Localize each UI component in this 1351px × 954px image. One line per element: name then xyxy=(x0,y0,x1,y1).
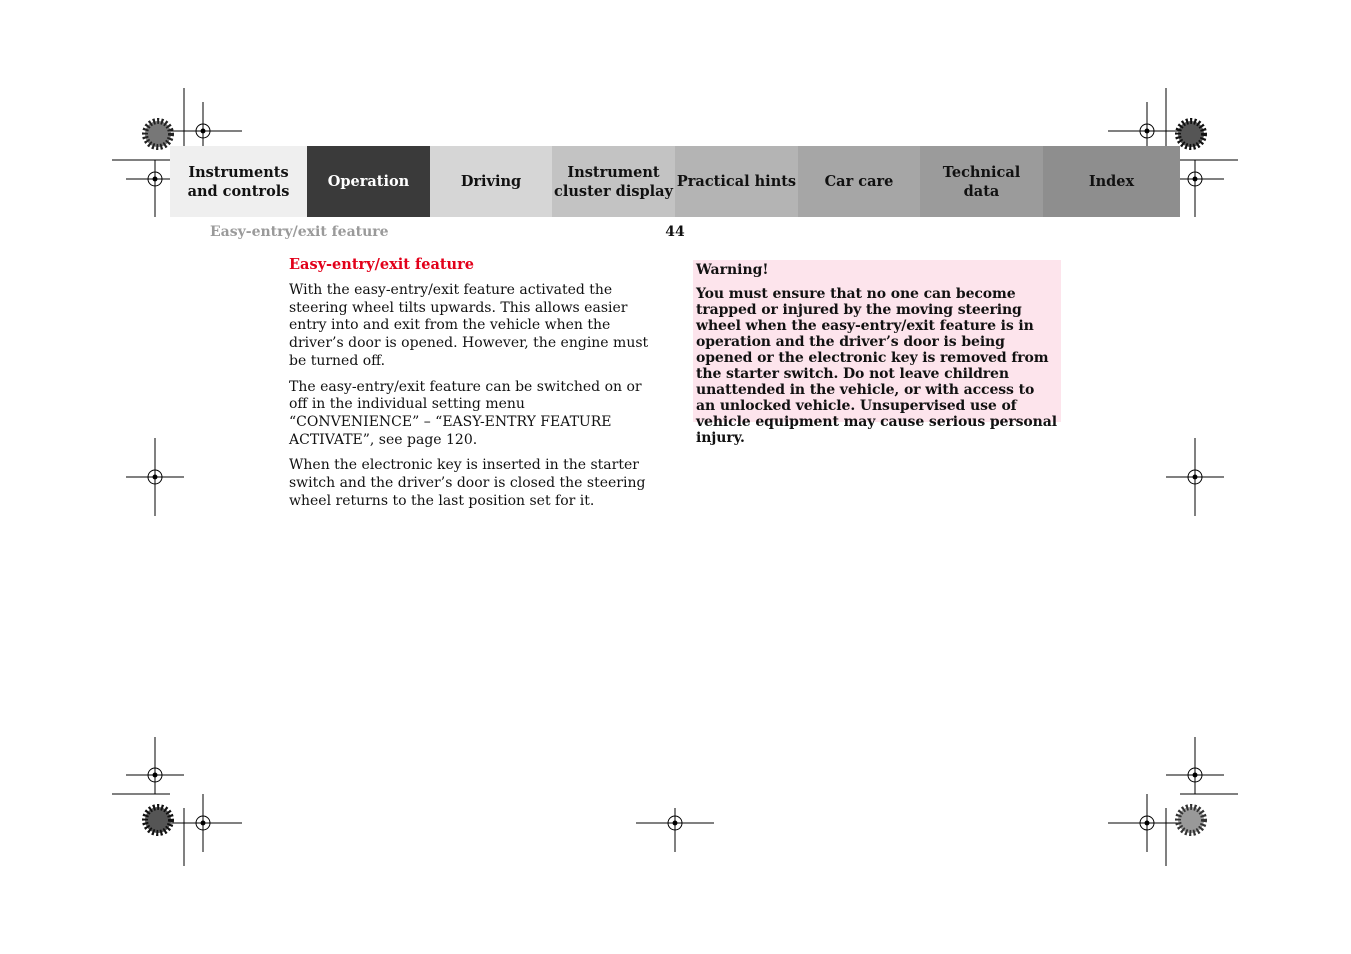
tab-car-care[interactable]: Car care xyxy=(798,146,920,217)
tab-practical-hints[interactable]: Practical hints xyxy=(675,146,798,217)
section-title: Easy-entry/exit feature xyxy=(289,256,474,273)
tab-operation[interactable]: Operation xyxy=(307,146,430,217)
tab-index[interactable]: Index xyxy=(1043,146,1180,217)
paragraph-2: The easy-entry/exit feature can be switched on or off in the individual setting menu “CONVENIENCE” – “EASY-ENTRY FEATURE ACTIVATE”, see page 120. xyxy=(289,378,642,448)
main-column xyxy=(289,256,659,518)
tab-instrument-cluster-display[interactable]: Instrument cluster display xyxy=(552,146,675,217)
tab-technical-data[interactable]: Technical data xyxy=(920,146,1043,217)
paragraph-1: With the easy-entry/exit feature activated the steering wheel tilts upwards. This allows easier entry into and exit from the vehicle when the driver’s door is opened. However, the engine must be turned off. xyxy=(289,282,649,369)
section-tabs xyxy=(170,146,1180,217)
warning-title: Warning! xyxy=(696,262,769,278)
tab-driving[interactable]: Driving xyxy=(430,146,552,217)
warning-box xyxy=(693,260,1061,446)
page-number: 44 xyxy=(665,224,685,240)
tab-instruments-and-controls[interactable]: Instruments and controls xyxy=(170,146,307,217)
paragraph-3: When the electronic key is inserted in the starter switch and the driver’s door is closed the steering wheel returns to the last position set for it. xyxy=(289,457,646,509)
warning-text: You must ensure that no one can become trapped or injured by the moving steering wheel when the easy-entry/exit feature is in operation and the driver’s door is being opened or the electronic key is removed from the starter switch. Do not leave children unattended in the vehicle, or with access to an unlocked vehicle. Unsupervised use of vehicle equipment may cause serious personal injury. xyxy=(696,286,1057,446)
running-head: Easy-entry/exit feature xyxy=(210,224,389,240)
